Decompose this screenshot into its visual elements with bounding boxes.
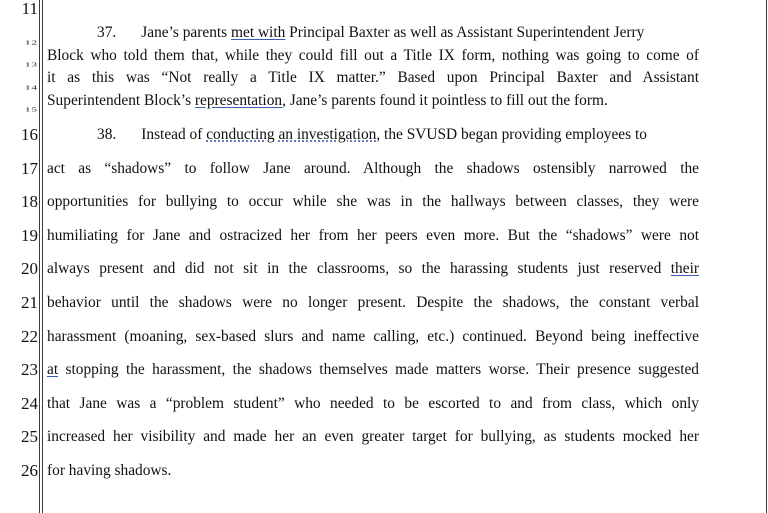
paragraph-38-line-6: behavior until the shadows were no longer present. Despite the shadows, the constant verbal [47, 294, 699, 311]
underlined-phrase: conducting an investigation [206, 126, 377, 143]
paragraph-38-line-8: at stopping the harassment, the shadows themselves made matters worse. Their presence suggested [47, 361, 699, 378]
paragraph-38-line-3: opportunities for bullying to occur while she was in the hallways between classes, they were [47, 193, 699, 210]
right-margin-rule [766, 0, 767, 513]
left-margin-rule-inner [42, 0, 43, 513]
paragraph-38-line-11: for having shadows. [47, 462, 172, 479]
line-number: 11 [21, 0, 38, 18]
paragraph-38-line-5: always present and did not sit in the classrooms, so the harassing students just reserved their [47, 260, 699, 277]
line-number: 14 [25, 84, 38, 92]
left-margin-rule-outer [39, 0, 40, 513]
underlined-phrase: met with [231, 24, 286, 41]
paragraph-38-line-10: increased her visibility and made her an even greater target for bullying, as students mocked her [47, 428, 699, 445]
paragraph-37-line-3: it as this was “Not really a Title IX matter.” Based upon Principal Baxter and Assistant [47, 69, 699, 86]
underlined-phrase: their [670, 260, 699, 277]
line-number: 18 [21, 192, 38, 211]
paragraph-38-line-1: 38. Instead of conducting an investigation, the SVUSD began providing employees to [97, 126, 647, 143]
underlined-phrase: representation [194, 92, 283, 109]
paragraph-37-line-4: Superintendent Block’s representation, Jane’s parents found it pointless to fill out the form. [47, 92, 608, 109]
line-number: 21 [21, 293, 38, 312]
line-number: 25 [21, 427, 38, 446]
line-number: 16 [21, 125, 38, 144]
line-number: 17 [21, 159, 38, 178]
line-number: 15 [25, 106, 38, 114]
paragraph-38-line-7: harassment (moaning, sex-based slurs and name calling, etc.) continued. Beyond being ineffective [47, 328, 699, 345]
line-number: 22 [21, 327, 38, 346]
line-number: 12 [25, 39, 38, 47]
paragraph-37-line-1: 37. Jane’s parents met with Principal Baxter as well as Assistant Superintendent Jerry [97, 24, 645, 41]
paragraph-38-line-9: that Jane was a “problem student” who needed to be escorted to and from class, which only [47, 395, 699, 412]
paragraph-38-line-4: humiliating for Jane and ostracized her from her peers even more. But the “shadows” were not [47, 227, 699, 244]
line-number: 23 [21, 360, 38, 379]
line-number: 13 [25, 61, 38, 69]
paragraph-38-number: 38. [97, 126, 117, 143]
paragraph-37-line-2: Block who told them that, while they could fill out a Title IX form, nothing was going to come of [47, 47, 699, 64]
paragraph-38-line-2: act as “shadows” to follow Jane around. Although the shadows ostensibly narrowed the [47, 160, 699, 177]
line-number: 26 [21, 461, 38, 480]
line-number: 24 [21, 394, 38, 413]
underlined-phrase: at [47, 361, 59, 378]
line-number: 19 [21, 226, 38, 245]
paragraph-37-number: 37. [97, 24, 117, 41]
line-number: 20 [21, 259, 38, 278]
